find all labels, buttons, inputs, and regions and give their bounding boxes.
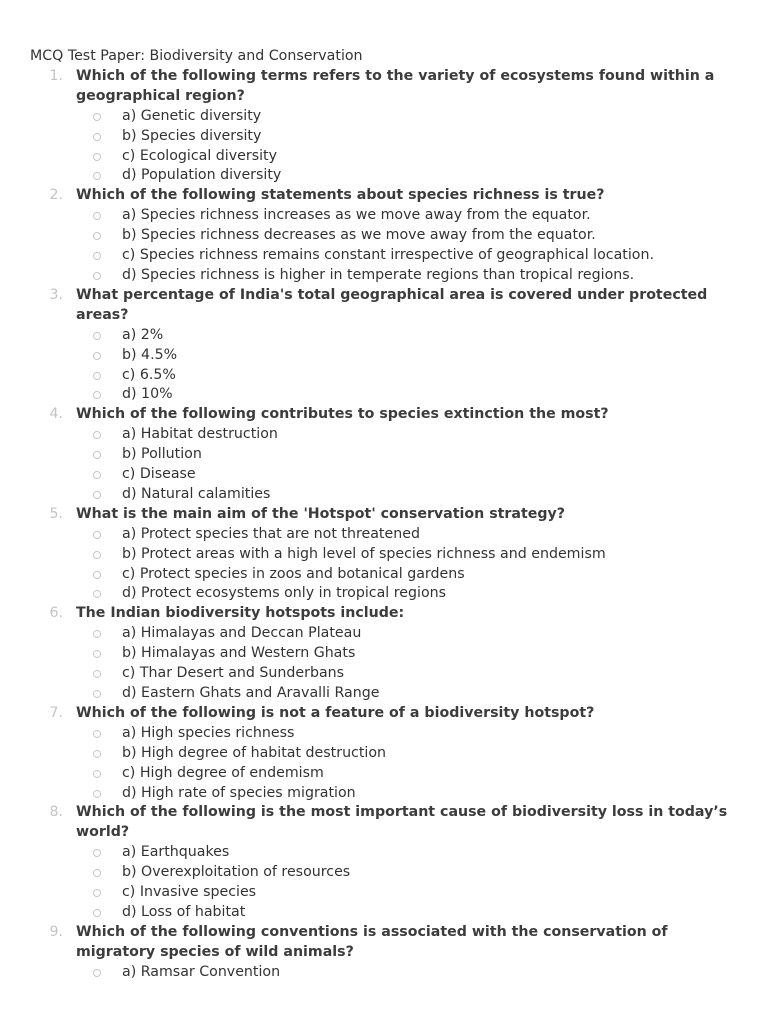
- option-list: [76, 425, 731, 505]
- answer-option: [76, 206, 731, 226]
- option-text: d) Species richness is higher in temperate regions than tropical regions.: [122, 266, 635, 283]
- question-item: [30, 67, 731, 186]
- option-text: a) High species richness: [122, 724, 295, 741]
- hollow-circle-icon: [93, 590, 101, 598]
- question-number: 7.: [49, 704, 63, 721]
- hollow-circle-icon: [93, 849, 101, 857]
- hollow-circle-icon: [93, 272, 101, 280]
- hollow-circle-icon: [93, 670, 101, 678]
- hollow-circle-icon: [93, 790, 101, 798]
- option-text: b) Protect areas with a high level of species richness and endemism: [122, 545, 606, 562]
- option-list: [76, 326, 731, 406]
- option-text: c) High degree of endemism: [122, 764, 324, 781]
- question-item: [30, 405, 731, 505]
- answer-option: [76, 963, 731, 983]
- answer-option: [76, 425, 731, 445]
- hollow-circle-icon: [93, 690, 101, 698]
- option-text: a) Species richness increases as we move away from the equator.: [122, 207, 591, 224]
- hollow-circle-icon: [93, 113, 101, 121]
- answer-option: [76, 784, 731, 804]
- option-text: c) Thar Desert and Sunderbans: [122, 665, 345, 682]
- document-title: MCQ Test Paper: Biodiversity and Conservation: [30, 48, 363, 64]
- hollow-circle-icon: [93, 212, 101, 220]
- hollow-circle-icon: [93, 650, 101, 658]
- question-number: 2.: [49, 187, 63, 204]
- hollow-circle-icon: [93, 232, 101, 240]
- question-text: The Indian biodiversity hotspots include:: [76, 605, 405, 622]
- hollow-circle-icon: [93, 372, 101, 380]
- option-text: b) High degree of habitat destruction: [122, 744, 387, 761]
- option-text: d) Loss of habitat: [122, 903, 246, 920]
- question-list: [30, 67, 748, 983]
- question-number: 3.: [49, 286, 63, 303]
- hollow-circle-icon: [93, 750, 101, 758]
- option-text: a) Ramsar Convention: [122, 963, 281, 980]
- hollow-circle-icon: [93, 332, 101, 340]
- hollow-circle-icon: [93, 630, 101, 638]
- question-text: Which of the following terms refers to the variety of ecosystems found within a geographical region?: [76, 67, 715, 104]
- option-text: d) High rate of species migration: [122, 784, 356, 801]
- question-number: 9.: [49, 923, 63, 940]
- option-text: b) Overexploitation of resources: [122, 864, 351, 881]
- answer-option: [76, 385, 731, 405]
- option-text: d) Eastern Ghats and Aravalli Range: [122, 685, 380, 701]
- question-number: 5.: [49, 505, 63, 522]
- answer-option: [76, 584, 731, 604]
- answer-option: [76, 147, 731, 167]
- answer-option: [76, 624, 731, 644]
- option-text: b) Pollution: [122, 446, 202, 463]
- option-text: a) Earthquakes: [122, 844, 230, 861]
- option-text: a) Himalayas and Deccan Plateau: [122, 625, 362, 642]
- answer-option: [76, 525, 731, 545]
- question-text: Which of the following is the most important cause of biodiversity loss in today’s world?: [76, 804, 728, 841]
- hollow-circle-icon: [93, 471, 101, 479]
- question-text: Which of the following conventions is associated with the conservation of migratory species of wild animals?: [76, 923, 668, 960]
- answer-option: [76, 664, 731, 684]
- question-item: [30, 604, 731, 704]
- option-text: b) Species diversity: [122, 127, 262, 144]
- option-text: d) Population diversity: [122, 167, 282, 184]
- hollow-circle-icon: [93, 252, 101, 260]
- option-list: [76, 624, 731, 704]
- hollow-circle-icon: [93, 730, 101, 738]
- question-number: 6.: [49, 605, 63, 622]
- hollow-circle-icon: [93, 869, 101, 877]
- option-text: a) Protect species that are not threatened: [122, 525, 420, 542]
- answer-option: [76, 764, 731, 784]
- answer-option: [76, 903, 731, 923]
- question-text: What is the main aim of the 'Hotspot' conservation strategy?: [76, 505, 566, 522]
- answer-option: [76, 166, 731, 186]
- answer-option: [76, 883, 731, 903]
- answer-option: [76, 863, 731, 883]
- hollow-circle-icon: [93, 391, 101, 399]
- hollow-circle-icon: [93, 431, 101, 439]
- answer-option: [76, 724, 731, 744]
- hollow-circle-icon: [93, 770, 101, 778]
- option-text: c) Invasive species: [122, 884, 257, 901]
- answer-option: [76, 127, 731, 147]
- option-list: [76, 843, 731, 923]
- option-text: b) 4.5%: [122, 346, 178, 363]
- hollow-circle-icon: [93, 571, 101, 579]
- question-text: Which of the following statements about species richness is true?: [76, 187, 605, 204]
- question-item: [30, 505, 731, 605]
- hollow-circle-icon: [93, 451, 101, 459]
- question-number: 8.: [49, 804, 63, 821]
- answer-option: [76, 545, 731, 565]
- option-text: c) Ecological diversity: [122, 147, 278, 164]
- hollow-circle-icon: [93, 551, 101, 559]
- answer-option: [76, 366, 731, 386]
- hollow-circle-icon: [93, 172, 101, 180]
- hollow-circle-icon: [93, 531, 101, 539]
- answer-option: [76, 107, 731, 127]
- option-text: c) 6.5%: [122, 366, 176, 383]
- option-list: [76, 724, 731, 804]
- answer-option: [76, 565, 731, 585]
- answer-option: [76, 266, 731, 286]
- option-text: c) Disease: [122, 466, 196, 483]
- option-text: d) Protect ecosystems only in tropical regions: [122, 585, 447, 602]
- option-list: [76, 107, 731, 187]
- option-text: c) Species richness remains constant irrespective of geographical location.: [122, 247, 654, 264]
- option-text: b) Himalayas and Western Ghats: [122, 645, 356, 662]
- question-item: [30, 186, 731, 286]
- option-list: [76, 963, 731, 983]
- question-text: What percentage of India's total geographical area is covered under protected areas?: [76, 286, 708, 323]
- answer-option: [76, 226, 731, 246]
- option-text: d) Natural calamities: [122, 485, 271, 502]
- option-list: [76, 206, 731, 286]
- hollow-circle-icon: [93, 909, 101, 917]
- answer-option: [76, 744, 731, 764]
- answer-option: [76, 346, 731, 366]
- option-text: a) 2%: [122, 326, 164, 343]
- answer-option: [76, 843, 731, 863]
- hollow-circle-icon: [93, 133, 101, 141]
- answer-option: [76, 684, 731, 704]
- question-text: Which of the following is not a feature of a biodiversity hotspot?: [76, 704, 595, 721]
- option-text: a) Genetic diversity: [122, 107, 262, 124]
- option-text: b) Species richness decreases as we move away from the equator.: [122, 227, 596, 244]
- answer-option: [76, 326, 731, 346]
- question-text: Which of the following contributes to species extinction the most?: [76, 406, 609, 423]
- question-item: [30, 704, 731, 804]
- hollow-circle-icon: [93, 153, 101, 161]
- question-number: 1.: [49, 67, 63, 84]
- option-text: d) 10%: [122, 386, 173, 403]
- question-item: [30, 286, 731, 405]
- question-item: [30, 803, 731, 922]
- option-text: a) Habitat destruction: [122, 426, 278, 443]
- answer-option: [76, 246, 731, 266]
- hollow-circle-icon: [93, 889, 101, 897]
- answer-option: [76, 644, 731, 664]
- option-list: [76, 525, 731, 605]
- hollow-circle-icon: [93, 969, 101, 977]
- option-text: c) Protect species in zoos and botanical gardens: [122, 565, 465, 582]
- hollow-circle-icon: [93, 491, 101, 499]
- question-item: [30, 923, 731, 983]
- answer-option: [76, 485, 731, 505]
- answer-option: [76, 445, 731, 465]
- question-number: 4.: [49, 406, 63, 423]
- answer-option: [76, 465, 731, 485]
- hollow-circle-icon: [93, 352, 101, 360]
